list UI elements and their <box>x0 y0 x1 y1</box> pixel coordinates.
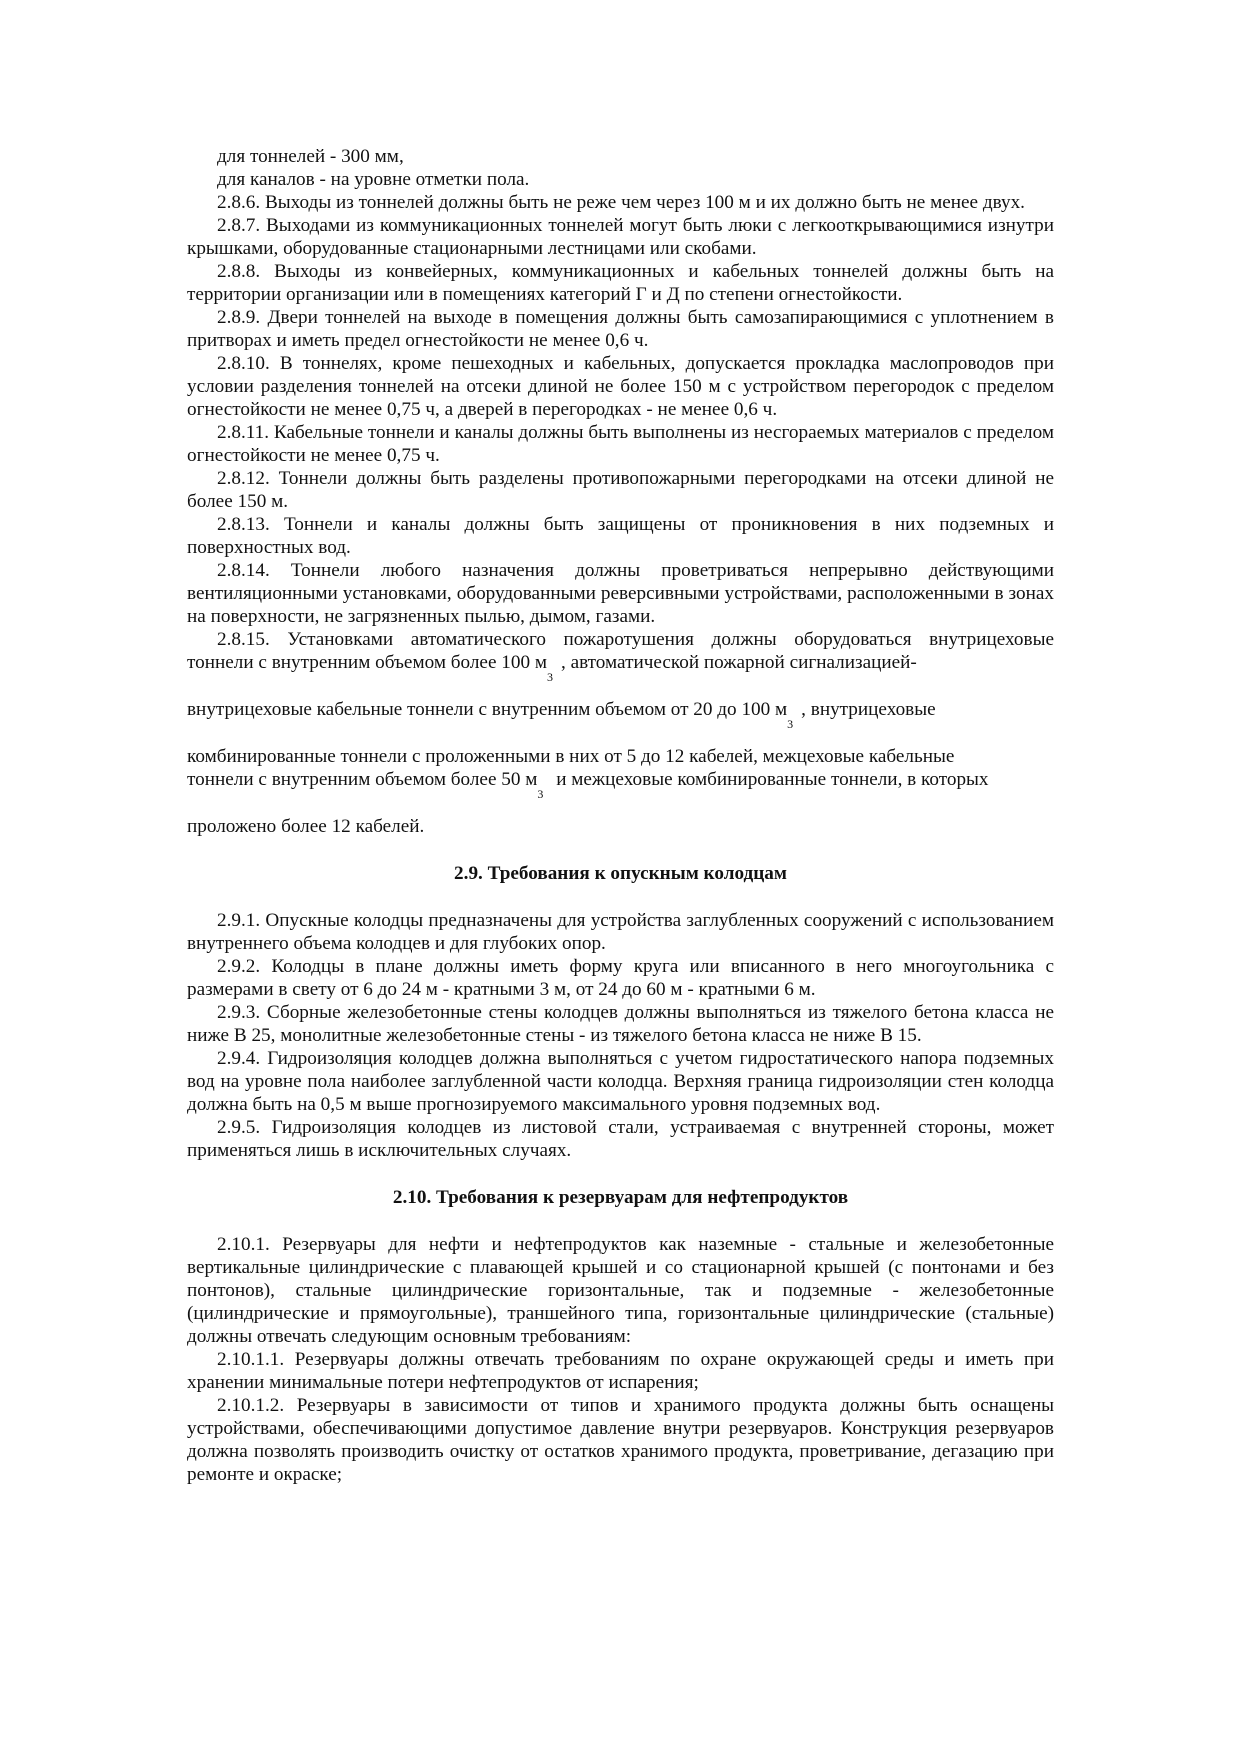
paragraph-2-9-5: 2.9.5. Гидроизоляция колодцев из листовой стали, устраиваемая с внутренней стороны, может применяться лишь в исключительных случаях. <box>187 1117 1054 1161</box>
text-fragment: и межцеховые комбинированные тоннели, в которых <box>551 769 989 790</box>
text-fragment: внутрицеховые кабельные тоннели с внутренним объемом от 20 до 100 м <box>187 699 788 720</box>
text-line: 2.8.15. Установками автоматического пожаротушения должны оборудоваться внутрицеховые <box>217 629 1054 650</box>
paragraph-2-8-9: 2.8.9. Двери тоннелей на выходе в помещения должны быть самозапирающимися с уплотнением в притворах и иметь предел огнестойкости не менее 0,6 ч. <box>187 307 1054 351</box>
paragraph-2-9-2: 2.9.2. Колодцы в плане должны иметь форму круга или вписанного в него многоугольника с размерами в свету от 6 до 24 м - кратными 3 м, от 24 до 60 м - кратными 6 м. <box>187 956 1054 1000</box>
paragraph-2-8-14: 2.8.14. Тоннели любого назначения должны проветриваться непрерывно действующими вентиляционными установками, оборудованными реверсивными устройствами, расположенными в зонах на поверхности, не загрязненных пылью, дымом, газами. <box>187 560 1054 627</box>
paragraph-2-10-1-1: 2.10.1.1. Резервуары должны отвечать требованиям по охране окружающей среды и иметь при хранении минимальные потери нефтепродуктов от испарения; <box>187 1349 1054 1393</box>
text-fragment: , автоматической пожарной сигнализацией- <box>560 652 917 673</box>
text-line: для тоннелей - 300 мм, <box>217 146 404 167</box>
paragraph-2-8-11: 2.8.11. Кабельные тоннели и каналы должны быть выполнены из несгораемых материалов с пределом огнестойкости не менее 0,75 ч. <box>187 422 1054 466</box>
text-fragment: тоннели с внутренним объемом более 100 м <box>187 652 547 673</box>
paragraph-2-8-8: 2.8.8. Выходы из конвейерных, коммуникационных и кабельных тоннелей должны быть на территории организации или в помещениях категорий Г и Д по степени огнестойкости. <box>187 261 1054 305</box>
paragraph-2-8-6: 2.8.6. Выходы из тоннелей должны быть не реже чем через 100 м и их должно быть не менее двух. <box>217 192 1025 213</box>
paragraph-2-9-4: 2.9.4. Гидроизоляция колодцев должна выполняться с учетом гидростатического напора подземных вод на уровне пола наиболее заглубленной части колодца. Верхняя граница гидроизоляции стен колодца должна быть на 0,5 м выше прогнозируемого максимального уровня подземных вод. <box>187 1048 1054 1115</box>
text-line: комбинированные тоннели с проложенными в них от 5 до 12 кабелей, межцеховые кабельные <box>187 746 955 767</box>
paragraph-2-8-12: 2.8.12. Тоннели должны быть разделены противопожарными перегородками на отсеки длиной не более 150 м. <box>187 468 1054 512</box>
text-line: для каналов - на уровне отметки пола. <box>217 169 530 190</box>
paragraph-2-8-10: 2.8.10. В тоннелях, кроме пешеходных и кабельных, допускается прокладка маслопроводов при условии разделения тоннелей на отсеки длиной не более 150 м с устройством перегородок с пределом огнестойкости не менее 0,75 ч, а дверей в перегородках - не менее 0,6 ч. <box>187 353 1054 420</box>
paragraph-2-8-15 <box>187 628 1054 838</box>
section-heading-2-10: 2.10. Требования к резервуарам для нефтепродуктов <box>392 1187 849 1208</box>
paragraph-2-8-13: 2.8.13. Тоннели и каналы должны быть защищены от проникновения в них подземных и поверхностных вод. <box>187 514 1054 558</box>
text-fragment: , внутрицеховые <box>801 699 936 720</box>
paragraph-2-9-3: 2.9.3. Сборные железобетонные стены колодцев должны выполняться из тяжелого бетона класса не ниже В 25, монолитные железобетонные стены - из тяжелого бетона класса не ниже В 15. <box>187 1002 1054 1046</box>
section-heading-2-9: 2.9. Требования к опускным колодцам <box>454 863 787 884</box>
paragraph-2-8-7: 2.8.7. Выходами из коммуникационных тоннелей могут быть люки с легкооткрывающимися изнутри крышками, оборудованные стационарными лестницами или скобами. <box>187 215 1054 259</box>
paragraph-2-10-1: 2.10.1. Резервуары для нефти и нефтепродуктов как наземные - стальные и железобетонные вертикальные цилиндрические с плавающей крышей и со стационарной крышей (с понтонами и без понтонов), стальные цилиндрические горизонтальные, так и подземные - железобетонные (цилиндрические и прямоугольные), траншейного типа, горизонтальные цилиндрические (стальные) должны отвечать следующим основным требованиям: <box>187 1234 1054 1347</box>
paragraph-2-9-1: 2.9.1. Опускные колодцы предназначены для устройства заглубленных сооружений с использованием внутреннего объема колодцев и для глубоких опор. <box>187 910 1054 954</box>
paragraph-2-10-1-2: 2.10.1.2. Резервуары в зависимости от типов и хранимого продукта должны быть оснащены устройствами, обеспечивающими допустимое давление внутри резервуаров. Конструкция резервуаров должна позволять производить очистку от остатков хранимого продукта, проветривание, дегазацию при ремонте и окраске; <box>187 1395 1054 1485</box>
text-line: тоннели с внутренним объемом более 50 м3 и межцеховые комбинированные тоннели, в которых <box>187 769 989 801</box>
text-line: тоннели с внутренним объемом более 100 м3, автоматической пожарной сигнализацией- <box>187 652 917 684</box>
text-line: внутрицеховые кабельные тоннели с внутренним объемом от 20 до 100 м3, внутрицеховые <box>187 699 936 731</box>
text-line: проложено более 12 кабелей. <box>187 816 425 837</box>
text-fragment: тоннели с внутренним объемом более 50 м <box>187 769 538 790</box>
document-page <box>187 145 1054 1486</box>
